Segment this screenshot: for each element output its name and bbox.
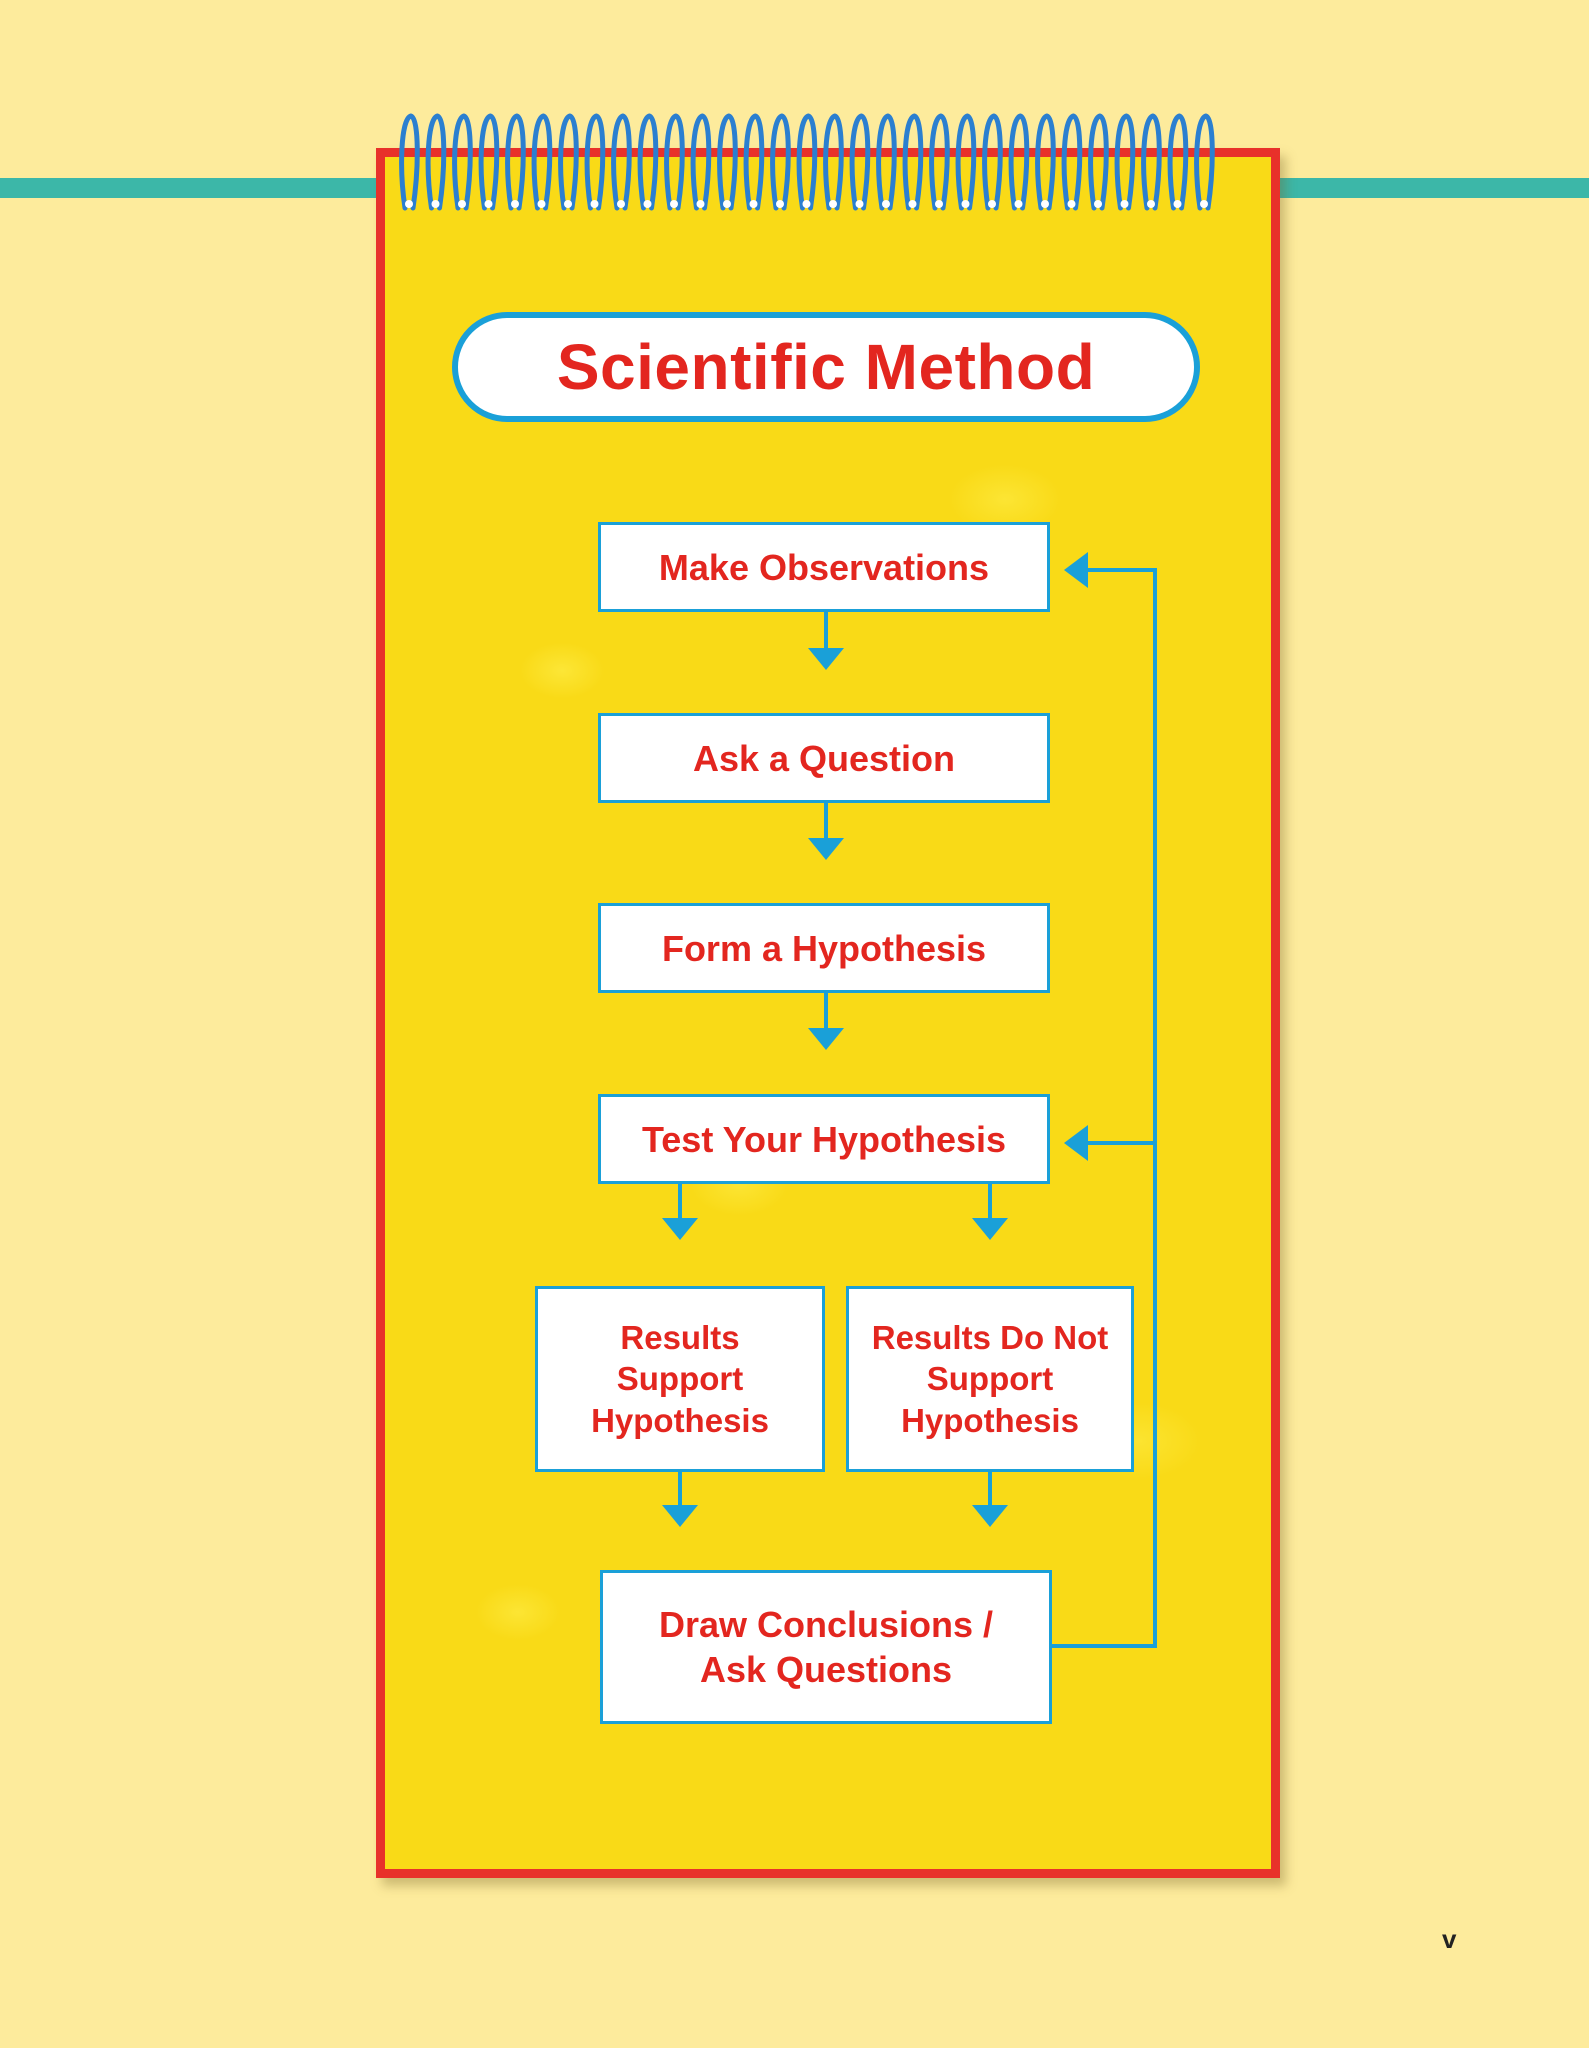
spiral-coil <box>826 116 842 208</box>
spiral-coil <box>773 116 789 208</box>
spiral-hole <box>644 200 652 208</box>
spiral-coil <box>1038 116 1054 208</box>
step-test-hypothesis <box>598 1094 1050 1184</box>
spiral-hole <box>670 200 678 208</box>
spiral-hole <box>538 200 546 208</box>
spiral-coil <box>508 116 524 208</box>
spiral-coil <box>1064 116 1080 208</box>
spiral-coil <box>587 116 603 208</box>
spiral-hole <box>1068 200 1076 208</box>
spiral-coil <box>905 116 921 208</box>
step-results-support <box>535 1286 825 1472</box>
spiral-coil <box>1117 116 1133 208</box>
step-label: Results Do Not Support Hypothesis <box>871 1319 1109 1439</box>
spiral-hole <box>909 200 917 208</box>
spiral-coil <box>1197 116 1213 208</box>
spiral-binding <box>395 108 1235 218</box>
spiral-coil <box>1091 116 1107 208</box>
page-number: v <box>1442 1924 1457 1954</box>
spiral-coil <box>932 116 948 208</box>
spiral-coil <box>799 116 815 208</box>
spiral-hole <box>458 200 466 208</box>
spiral-hole <box>1041 200 1049 208</box>
spiral-hole <box>882 200 890 208</box>
spiral-coil <box>1144 116 1160 208</box>
spiral-coil <box>667 116 683 208</box>
spiral-coil <box>455 116 471 208</box>
step-make-observations <box>598 522 1050 612</box>
spiral-hole <box>405 200 413 208</box>
spiral-coil <box>1170 116 1186 208</box>
spiral-coil <box>481 116 497 208</box>
diagram-title: Scientific Method <box>556 331 1096 403</box>
spiral-hole <box>723 200 731 208</box>
spiral-hole <box>962 200 970 208</box>
step-label: Draw Conclusions / Ask Questions <box>658 1604 994 1690</box>
spiral-hole <box>935 200 943 208</box>
page-rule-left <box>0 178 380 198</box>
spiral-coil <box>693 116 709 208</box>
spiral-hole <box>856 200 864 208</box>
spiral-hole <box>776 200 784 208</box>
spiral-hole <box>1147 200 1155 208</box>
spiral-coil <box>614 116 630 208</box>
spiral-coil <box>958 116 974 208</box>
step-label: Test Your Hypothesis <box>641 1118 1007 1160</box>
step-label: Results Support Hypothesis <box>591 1319 769 1439</box>
spiral-hole <box>1121 200 1129 208</box>
step-label: Ask a Question <box>692 737 956 779</box>
spiral-hole <box>1015 200 1023 208</box>
step-results-do-not-support <box>846 1286 1134 1472</box>
spiral-hole <box>803 200 811 208</box>
spiral-hole <box>617 200 625 208</box>
spiral-hole <box>750 200 758 208</box>
spiral-hole <box>564 200 572 208</box>
spiral-coil <box>640 116 656 208</box>
step-draw-conclusions <box>600 1570 1052 1724</box>
spiral-coil <box>534 116 550 208</box>
spiral-hole <box>1094 200 1102 208</box>
step-ask-question <box>598 713 1050 803</box>
spiral-coil <box>428 116 444 208</box>
spiral-hole <box>829 200 837 208</box>
spiral-hole <box>697 200 705 208</box>
spiral-coil <box>746 116 762 208</box>
spiral-coil <box>720 116 736 208</box>
spiral-hole <box>988 200 996 208</box>
spiral-hole <box>485 200 493 208</box>
spiral-coil <box>561 116 577 208</box>
spiral-coil <box>852 116 868 208</box>
spiral-coil <box>1011 116 1027 208</box>
spiral-hole <box>432 200 440 208</box>
spiral-coil <box>985 116 1001 208</box>
spiral-coil <box>879 116 895 208</box>
page-rule-right <box>1278 178 1589 198</box>
spiral-hole <box>1174 200 1182 208</box>
spiral-hole <box>1200 200 1208 208</box>
spiral-coil <box>402 116 418 208</box>
step-label: Make Observations <box>658 546 990 588</box>
step-form-hypothesis <box>598 903 1050 993</box>
title-banner <box>452 312 1200 422</box>
step-label: Form a Hypothesis <box>661 927 987 969</box>
spiral-hole <box>591 200 599 208</box>
spiral-hole <box>511 200 519 208</box>
